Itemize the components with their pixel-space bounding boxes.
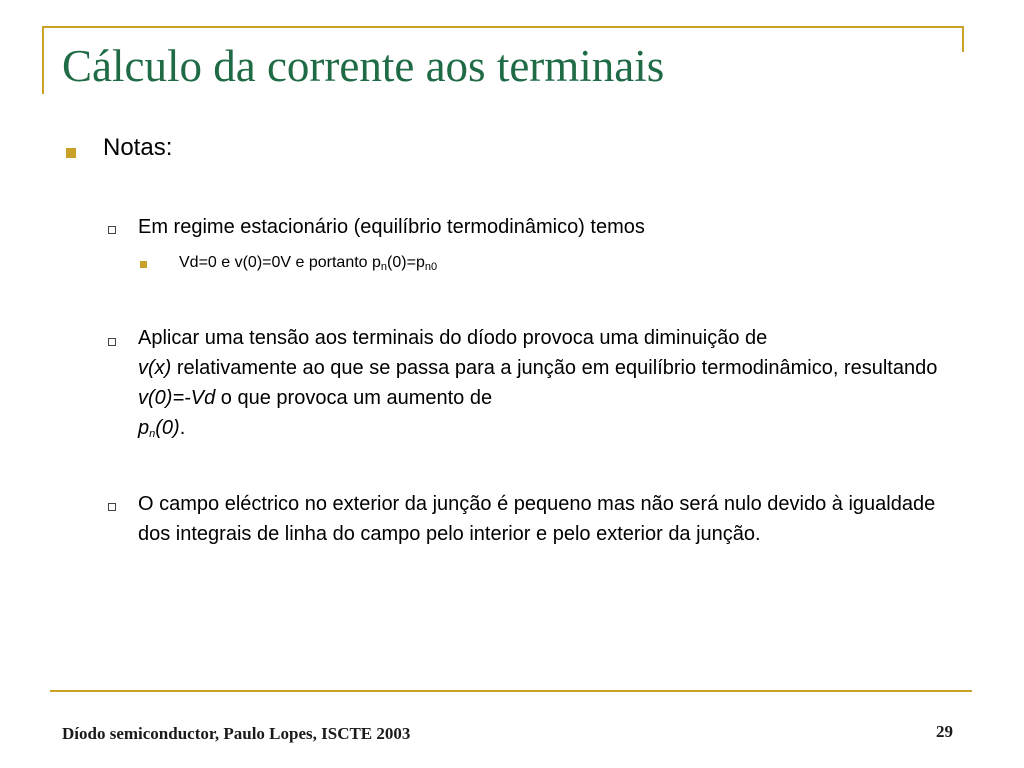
item2-p: p	[138, 417, 150, 439]
footer-credit: Díodo semiconductor, Paulo Lopes, ISCTE 2003	[62, 724, 411, 743]
right-frame-line	[962, 26, 964, 52]
slide-title: Cálculo da corrente aos terminais	[62, 41, 665, 91]
top-frame-line	[42, 26, 964, 28]
item2-v0: v(0)=-Vd	[138, 387, 216, 409]
bullet-item-3: O campo eléctrico no exterior da junção é pequeno mas não será nulo devido à igualdade dos integrais de linha do campo pelo interior e pelo exterior da junção.	[138, 493, 936, 545]
footer-divider	[50, 690, 972, 692]
item2-sub-n: n	[149, 428, 156, 440]
item2-period: .	[179, 417, 186, 439]
hollow-square-bullet-icon	[108, 503, 116, 511]
left-frame-line	[42, 26, 44, 94]
subscript-n0: n0	[424, 261, 438, 273]
small-square-bullet-icon	[140, 261, 147, 268]
item2-part-a: Aplicar uma tensão aos terminais do díodo provoca uma diminuição de	[138, 327, 768, 349]
item2-part-e: o que provoca um aumento de	[215, 387, 493, 409]
sub-bullet-prefix: Vd=0 e v(0)=0V e portanto p	[179, 254, 381, 271]
item2-part-c: relativamente ao que se passa para a junção em equilíbrio termodinâmico, resultando	[171, 357, 938, 379]
sub-bullet-mid: (0)=p	[387, 254, 425, 271]
subscript-n: n	[380, 261, 388, 273]
page-number: 29	[936, 722, 953, 741]
item2-vx: v(x)	[138, 357, 172, 379]
item2-zero: (0)	[155, 417, 180, 439]
bullet-item-2	[138, 323, 958, 449]
hollow-square-bullet-icon	[108, 226, 116, 234]
hollow-square-bullet-icon	[108, 338, 116, 346]
square-bullet-icon	[66, 148, 76, 158]
bullet-item-1: Em regime estacionário (equilíbrio termodinâmico) temos	[138, 216, 645, 238]
notes-heading: Notas:	[103, 134, 173, 161]
sub-bullet-item	[179, 254, 437, 273]
